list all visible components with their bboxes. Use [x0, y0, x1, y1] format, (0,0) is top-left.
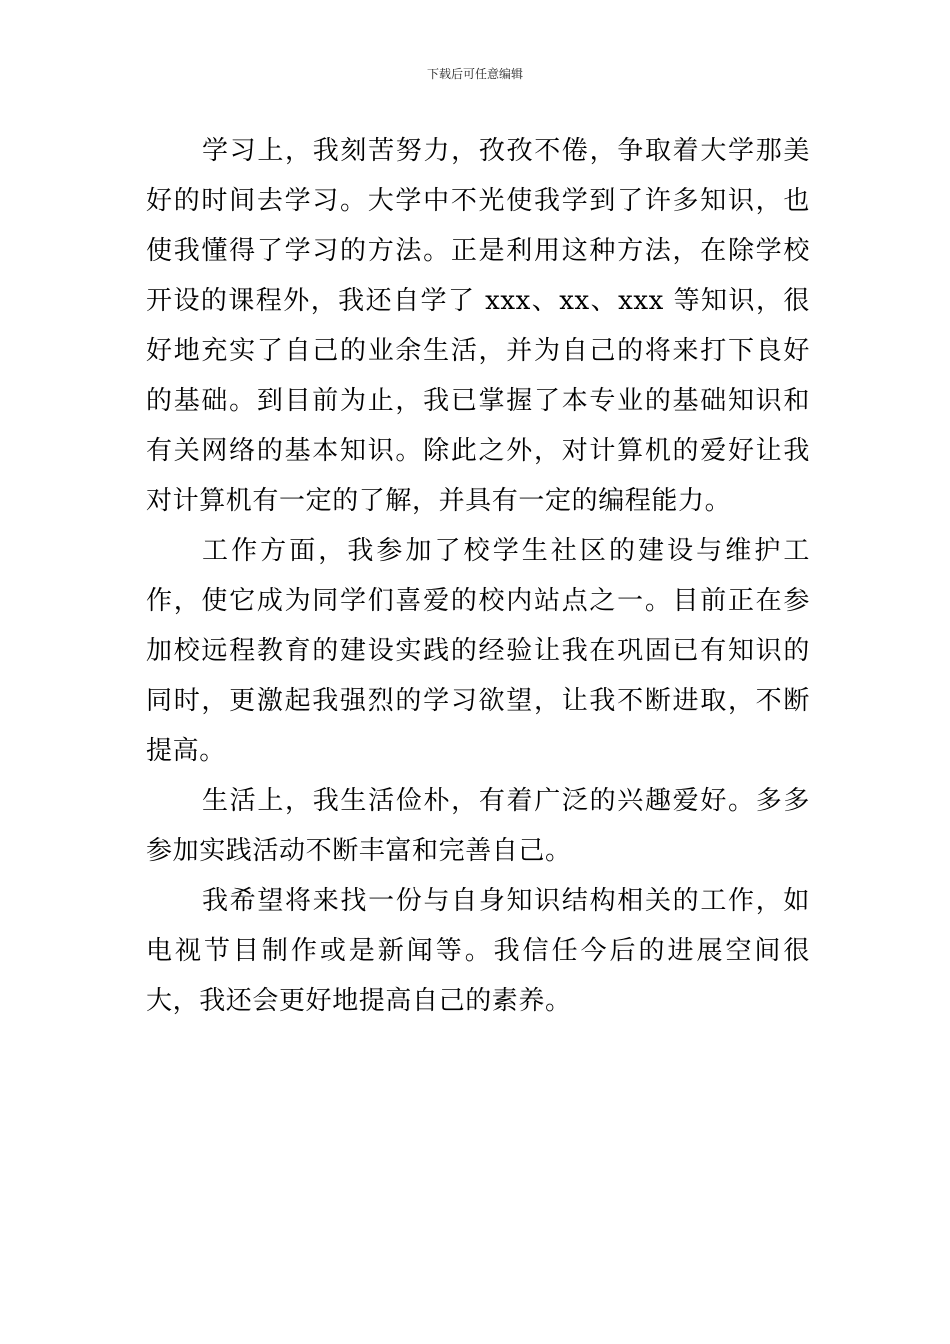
- paragraph-study: 学习上，我刻苦努力，孜孜不倦，争取着大学那美好的时间去学习。大学中不光使我学到了许多知识，也使我懂得了学习的方法。正是利用这种方法，在除学校开设的课程外，我还自学了 xxx、xx、xxx 等知识，很好地充实了自己的业余生活，并为自己的将来打下良好的基础。到目前为止，我已掌握了本专业的基础知识和有关网络的基本知识。除此之外，对计算机的爱好让我对计算机有一定的了解，并具有一定的编程能力。: [146, 136, 810, 516]
- paragraph-work: 工作方面，我参加了校学生社区的建设与维护工作，使它成为同学们喜爱的校内站点之一。目前正在参加校远程教育的建设实践的经验让我在巩固已有知识的同时，更激起我强烈的学习欲望，让我不断进取，不断提高。: [146, 536, 810, 766]
- page-header-note: 下载后可任意编辑: [426, 67, 523, 81]
- paragraph-future: 我希望将来找一份与自身知识结构相关的工作，如电视节目制作或是新闻等。我信任今后的进展空间很大，我还会更好地提高自己的素养。: [146, 886, 810, 1016]
- paragraph-life: 生活上，我生活俭朴，有着广泛的兴趣爱好。多多参加实践活动不断丰富和完善自己。: [146, 786, 810, 866]
- document-body: [146, 126, 810, 1026]
